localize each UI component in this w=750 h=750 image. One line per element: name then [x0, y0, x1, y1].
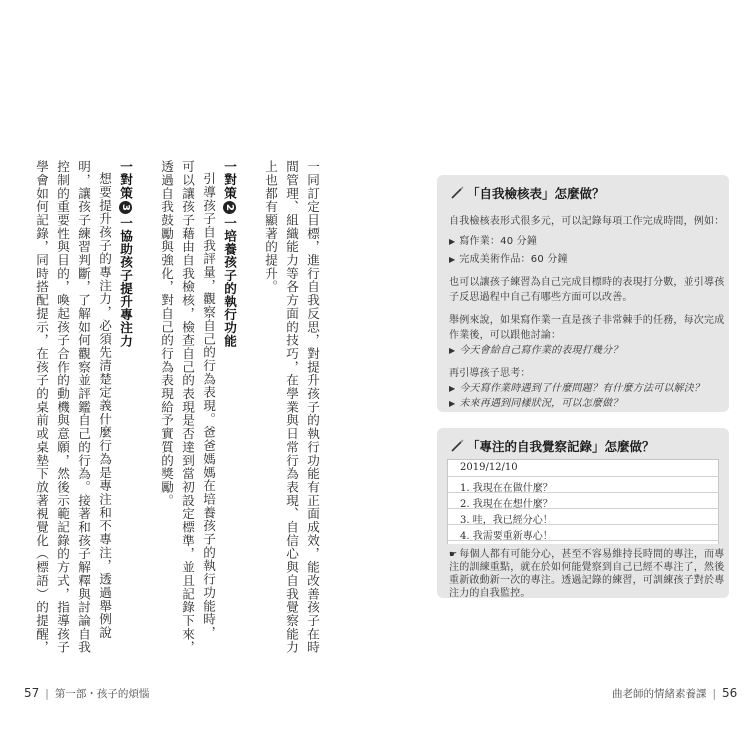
triangle-bullet-icon: ▶ — [449, 399, 456, 408]
notebook-entry-4: 4. 我需要重新專心！ — [460, 531, 553, 542]
para2-col1: 引導孩子自我評量，觀察自己的行為表現。爸爸媽媽在培養孩子的執行功能時， — [201, 172, 216, 640]
pencil-icon — [450, 186, 464, 200]
notebook-entry-2: 2. 我現在在想什麼？ — [460, 499, 553, 510]
para3-col1: 想要提升孩子的專注力，必須先清楚定義什麼行為是專注和不專注，透過舉例說 — [97, 172, 112, 640]
self-check-box — [437, 175, 729, 412]
focus-record-note — [437, 544, 729, 598]
pointing-hand-icon: ☛ — [449, 550, 458, 560]
self-check-p2-line1: 也可以讓孩子練習為自己完成目標時的表現打分數，並引導孩 — [449, 277, 725, 288]
strategy3-dash2: 一 — [118, 216, 133, 230]
strategy3-heading — [115, 160, 135, 347]
strategy3-dash: 一 — [118, 160, 133, 174]
strategy2-title: 培養孩子的執行功能 — [222, 229, 237, 348]
para2-col2: 可以讓孩子藉由自我檢核，檢查自己的表現是否達到當初設定標準，並且記錄下來， — [180, 160, 195, 654]
self-check-p3-line1: 舉例來說，如果寫作業一直是孩子非常棘手的任務，每次完成 — [449, 315, 725, 326]
strategy2-number-badge: 2 — [223, 201, 236, 214]
focus-note-line2: 注的訓練重點，就在於如何能覺察到自己已經不專注了，然後 — [449, 562, 725, 573]
para1-col2: 間管理、組織能力等各方面的技巧，在學業與日常行為表現、自信心與自我覺察能力 — [284, 160, 299, 654]
self-check-intro: 自我檢核表形式很多元，可以記錄每項工作完成時間，例如： — [449, 216, 725, 227]
self-check-p4: 再引導孩子思考： — [449, 368, 531, 379]
notebook-entry-3: 3. 哇，我已經分心！ — [460, 515, 553, 526]
focus-note-line3: 重新啟動新一次的專注。透過記錄的練習，可訓練孩子對於專 — [449, 575, 725, 586]
right-folio — [612, 686, 737, 701]
focus-note-line4: 注力的自我監控。 — [449, 588, 531, 599]
self-check-p3-line2: 作業後，可以跟他討論： — [449, 330, 562, 341]
left-running-head: 第一部・孩子的煩惱 — [54, 688, 150, 700]
self-check-p2-line2: 子反思過程中自己有哪些方面可以改善。 — [449, 292, 633, 303]
triangle-bullet-icon: ▶ — [449, 237, 456, 246]
para3-col4: 學會如何記錄，同時搭配提示，在孩子的桌前或桌墊下放著視覺化（標語）的提醒， — [34, 160, 49, 654]
strategy2-heading — [219, 160, 239, 347]
self-check-item-1: ▶ 寫作業：40 分鐘 — [449, 236, 538, 247]
para2-col3: 透過自我鼓勵與強化，對自己的行為表現給予實質的獎勵。 — [159, 160, 174, 508]
self-check-item-2: ▶ 完成美術作品：60 分鐘 — [449, 254, 568, 265]
notebook-card — [447, 459, 719, 545]
right-page-number: 56 — [722, 686, 738, 700]
left-folio — [24, 686, 149, 701]
notebook-entry-1: 1. 我現在在做什麼？ — [460, 483, 553, 494]
strategy2-dash2: 一 — [222, 216, 237, 230]
para1-col3: 上也都有顯著的提升。 — [263, 160, 278, 294]
self-check-title: 「自我檢核表」怎麼做？ — [467, 186, 605, 201]
strategy3-prefix: 對策 — [118, 173, 133, 200]
self-check-question-3: ▶ 未來再遇到同樣狀況，可以怎麼做？ — [449, 398, 623, 409]
triangle-bullet-icon: ▶ — [449, 384, 456, 393]
para1-col1: 一同訂定目標，進行自我反思，對提升孩子的執行功能有正面成效，能改善孩子在時 — [305, 160, 320, 654]
strategy3-number-badge: 3 — [119, 201, 132, 214]
pencil-icon — [450, 439, 464, 453]
focus-record-box — [437, 428, 729, 550]
self-check-question-2: ▶ 今天寫作業時遇到了什麼問題？有什麼方法可以解決？ — [449, 383, 705, 394]
triangle-bullet-icon: ▶ — [449, 346, 456, 355]
notebook-date: 2019/12/10 — [460, 462, 518, 473]
folio-separator: | — [712, 688, 717, 700]
strategy2-dash: 一 — [222, 160, 237, 174]
triangle-bullet-icon: ▶ — [449, 255, 456, 264]
strategy2-prefix: 對策 — [222, 173, 237, 200]
strategy3-title: 協助孩子提升專注力 — [118, 229, 133, 348]
left-page-number: 57 — [24, 686, 40, 700]
focus-note-line1: ☛ 每個人都有可能分心，甚至不容易維持長時間的專注，而專 — [449, 549, 725, 560]
right-running-head: 曲老師的情緒素養課 — [612, 688, 707, 700]
focus-record-title: 「專注的自我覺察記錄」怎麼做？ — [467, 439, 655, 454]
para3-col3: 控制的重要性與目的，喚起孩子合作的動機與意願，然後示範記錄的方式，指導孩子 — [55, 160, 70, 654]
folio-separator: | — [45, 688, 49, 700]
self-check-question-1: ▶ 今天會給自己寫作業的表現打幾分？ — [449, 345, 623, 356]
para3-col2: 明，讓孩子練習判斷，了解如何觀察並評鑑自己的行為。接著和孩子解釋與討論自我 — [76, 160, 91, 654]
